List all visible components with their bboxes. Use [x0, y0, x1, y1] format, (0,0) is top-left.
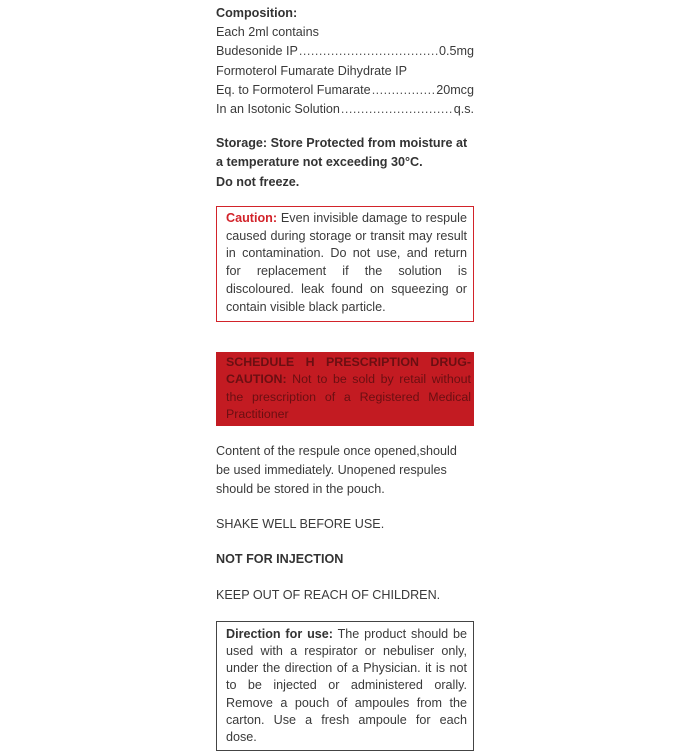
- direction-box: [216, 621, 474, 751]
- budesonide-name: Budesonide IP: [216, 44, 298, 59]
- direction-text: The product should be used with a respirator or nebuliser only, under the direction of a Physician. it is not to be injected or administered orally. Remove a pouch of ampoules from the carton. Use a fresh ampoule for each dose.: [226, 626, 467, 745]
- composition-each: Each 2ml contains: [216, 25, 319, 40]
- not-for-injection: NOT FOR INJECTION: [216, 552, 344, 567]
- isotonic-row: [216, 100, 474, 119]
- storage-line-3: Do not freeze.: [216, 174, 300, 189]
- schedule-h-box: [216, 352, 474, 426]
- formoterol-name: Formoterol Fumarate Dihydrate IP: [216, 63, 408, 78]
- caution-box: [216, 206, 474, 322]
- composition-heading: Composition:: [216, 6, 298, 20]
- leader-dots: [341, 100, 453, 119]
- budesonide-qty: 0.5mg: [438, 44, 474, 59]
- keep-out-notice: KEEP OUT OF REACH OF CHILDREN.: [216, 587, 441, 602]
- storage-block: [216, 134, 474, 192]
- leader-dots: [299, 42, 438, 61]
- storage-line-1: Storage: Store Protected from moisture at: [216, 136, 468, 151]
- isotonic-qty: q.s.: [453, 102, 474, 117]
- formoterol-row: [216, 81, 474, 100]
- leader-dots: [372, 81, 436, 100]
- label-panel: [216, 0, 474, 751]
- budesonide-row: [216, 42, 474, 61]
- schedule-label: SCHEDULE H PRESCRIPTION DRUG-CAUTION:: [226, 354, 471, 387]
- content-note: Content of the respule once opened,should be used immediately. Unopened respules should be stored in the pouch.: [216, 443, 457, 497]
- schedule-text: Not to be sold by retail without the prescription of a Registered Medical Practitioner: [226, 372, 471, 422]
- formoterol-qty: 20mcg: [436, 82, 474, 97]
- shake-notice: SHAKE WELL BEFORE USE.: [216, 517, 385, 532]
- storage-line-2: a temperature not exceeding 30°C.: [216, 155, 423, 170]
- caution-label: Caution:: [226, 210, 278, 225]
- formoterol-eq: Eq. to Formoterol Fumarate: [216, 82, 371, 97]
- isotonic-text: In an Isotonic Solution: [216, 102, 340, 117]
- direction-label: Direction for use:: [226, 626, 333, 641]
- caution-text: Even invisible damage to respule caused during storage or transit may result in contamination. Do not use, and return for replacement if the solution is discoloured. leak found on squeezing or contain visible black particle.: [226, 210, 467, 314]
